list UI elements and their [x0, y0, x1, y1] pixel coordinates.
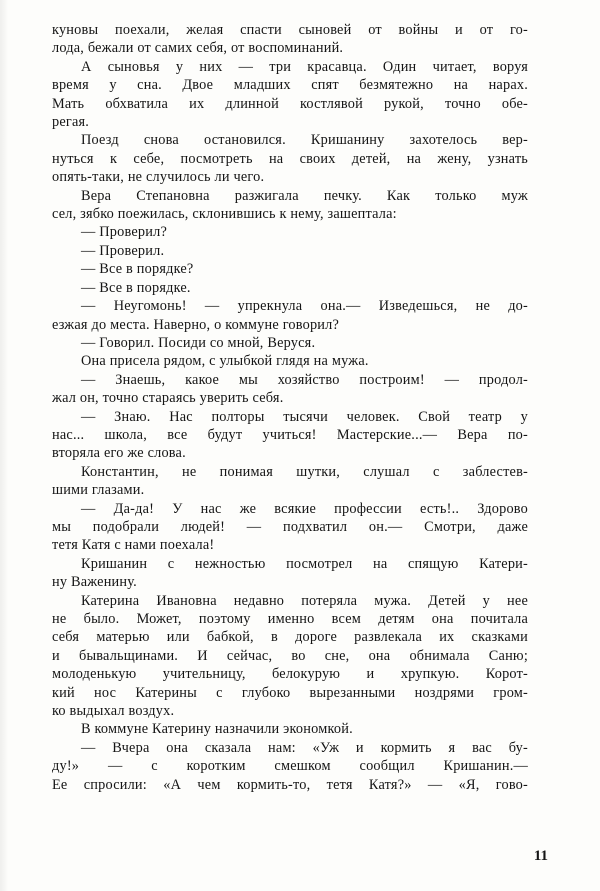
text-line: нас... школа, все будут учиться! Мастерские...— Вера по-: [52, 426, 528, 443]
text-line: молоденькую учительницу, белокурую и хрупкую. Корот-: [52, 666, 528, 683]
text-line: нуться к себе, посмотреть на своих детей, на жену, узнать: [52, 150, 528, 167]
page-text: [52, 21, 528, 794]
text-line: А сыновья у них — три красавца. Один читает, воруя: [81, 58, 528, 75]
text-line: Вера Степановна разжигала печку. Как только муж: [81, 187, 528, 204]
text-line: ну Важенину.: [52, 574, 137, 591]
text-line: — Проверил.: [81, 242, 165, 259]
text-line: — Вчера она сказала нам: «Уж и кормить я вас бу-: [81, 739, 528, 756]
text-line: — Все в порядке.: [81, 279, 191, 296]
text-line: — Все в порядке?: [81, 261, 194, 278]
text-line: не было. Может, поэтому именно всем детям она почитала: [52, 611, 528, 627]
text-line: езжая до места. Наверно, о коммуне говорил?: [52, 316, 340, 333]
text-line: шими глазами.: [52, 482, 145, 499]
text-line: Кришанин с нежностью посмотрел на спящую Катери-: [81, 555, 528, 572]
text-line: В коммуне Катерину назначили экономкой.: [81, 721, 353, 738]
text-line: куновы поехали, желая спасти сыновей от войны и от го-: [52, 22, 528, 38]
text-line: себя матерью или бабкой, в дороге развлекала их сказками: [52, 629, 528, 646]
text-line: жал он, точно стараясь уверить себя.: [52, 390, 284, 407]
text-line: лода, бежали от самих себя, от воспоминаний.: [52, 40, 344, 57]
text-line: ду!» — с коротким смешком сообщил Кришанин.—: [52, 758, 528, 775]
text-line: и бывальщинами. И сейчас, во сне, она обнимала Саню;: [52, 647, 528, 664]
text-line: — Проверил?: [81, 224, 167, 241]
text-line: мы подобрали людей! — подхватил он.— Смотри, даже: [52, 518, 528, 535]
text-line: Она присела рядом, с улыбкой глядя на мужа.: [81, 353, 369, 370]
text-line: ко выдыхал воздух.: [52, 703, 175, 720]
text-line: — Да-да! У нас же всякие профессии есть!.. Здорово: [81, 500, 528, 517]
text-line: кий нос Катерины с глубоко вырезанными ноздрями гром-: [52, 684, 528, 701]
text-line: — Говорил. Посиди со мной, Веруся.: [81, 334, 316, 351]
text-line: время у сна. Двое младших спят безмятежно на нарах.: [52, 77, 528, 94]
text-line: Поезд снова остановился. Кришанину захотелось вер-: [81, 132, 528, 149]
text-line: вторяла его же слова.: [52, 445, 186, 462]
text-line: Ее спросили: «А чем кормить-то, тетя Катя?» — «Я, гово-: [52, 776, 528, 793]
page-number: 11: [533, 848, 548, 864]
text-line: — Знаю. Нас полторы тысячи человек. Свой театр у: [81, 408, 528, 425]
text-line: регая.: [52, 114, 90, 131]
text-line: Катерина Ивановна недавно потеряла мужа. Детей у нее: [81, 592, 528, 609]
text-line: опять-таки, не случилось ли чего.: [52, 169, 265, 186]
text-line: тетя Катя с нами поехала!: [52, 537, 215, 554]
text-line: — Знаешь, какое мы хозяйство построим! — продол-: [81, 371, 528, 388]
text-line: Константин, не понимая шутки, слушал с заблестев-: [81, 463, 528, 480]
text-line: — Неугомонь! — упрекнула она.— Изведешься, не до-: [81, 298, 528, 315]
text-line: Мать обхватила их длинной костлявой рукой, точно обе-: [52, 95, 528, 112]
text-line: сел, зябко поежилась, склонившись к нему, зашептала:: [52, 206, 397, 223]
